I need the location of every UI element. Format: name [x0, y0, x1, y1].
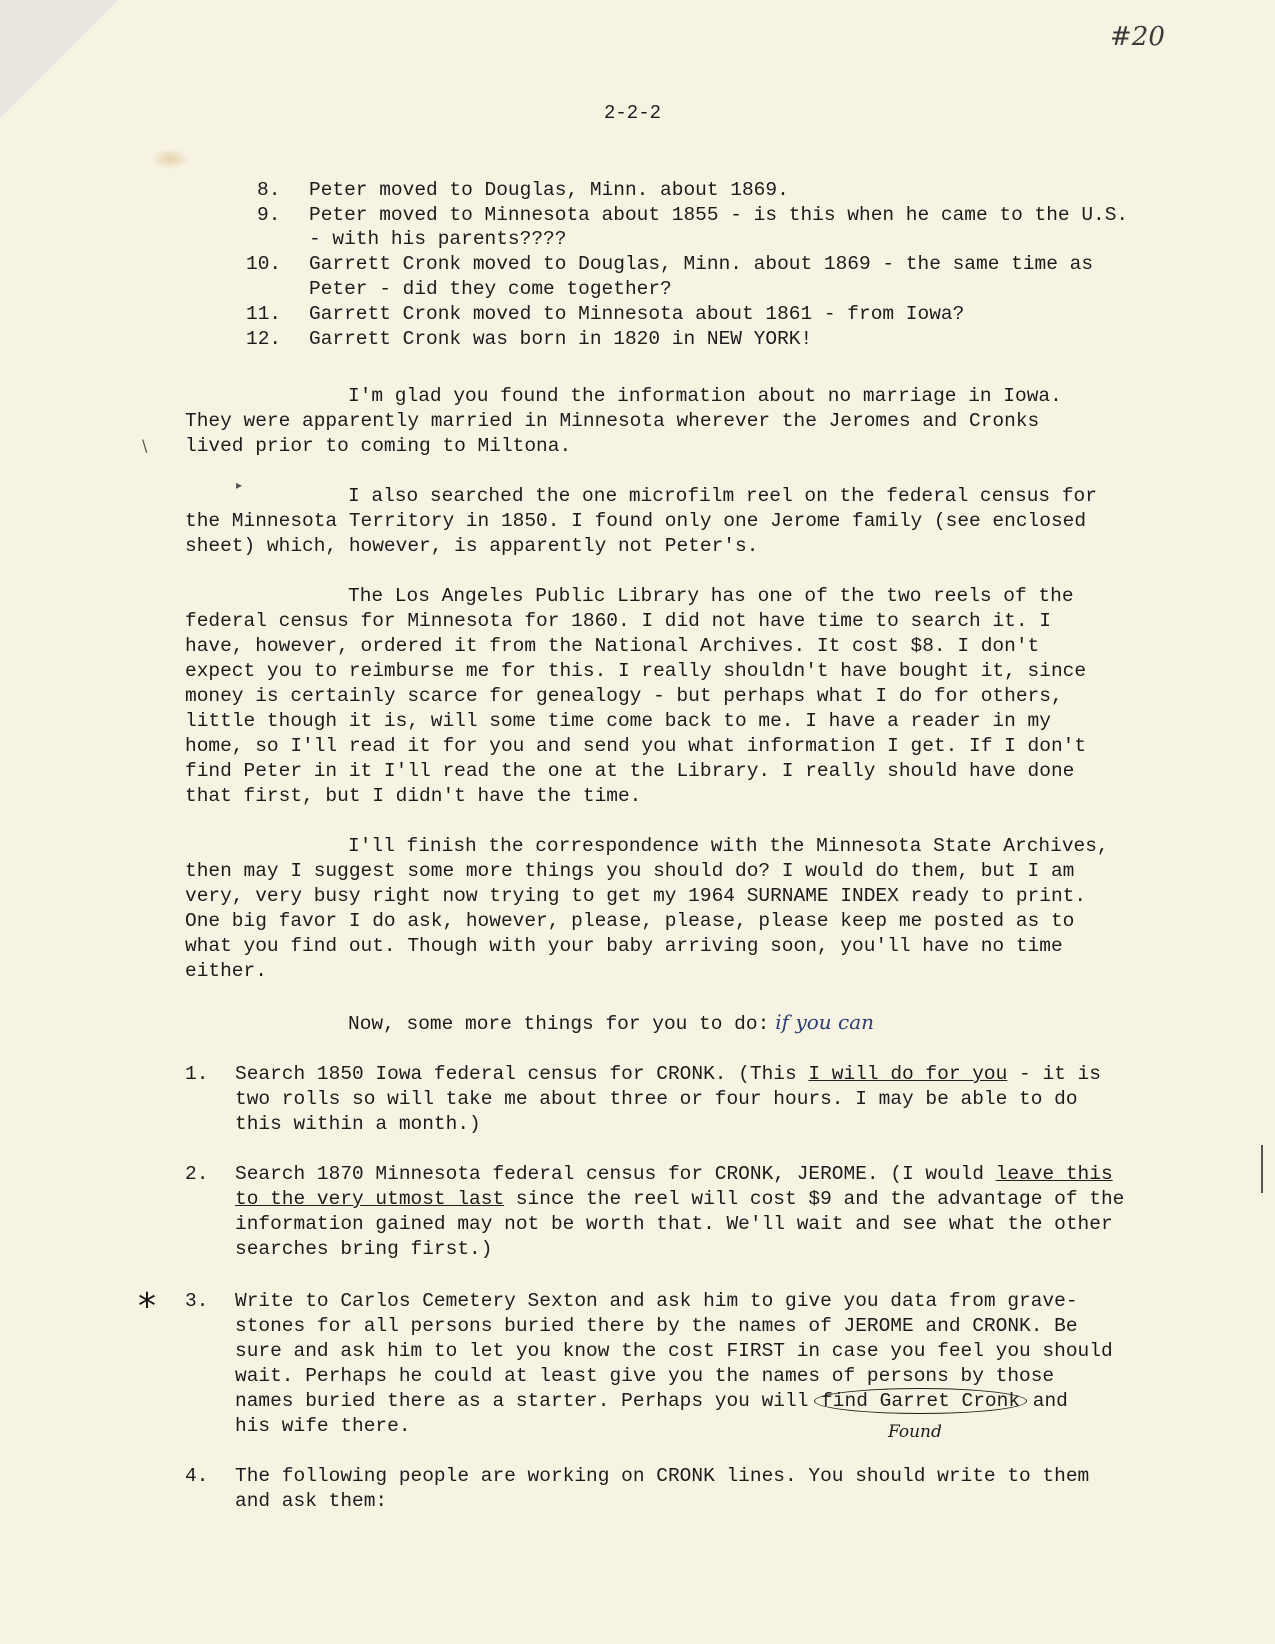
text-run: - it is [1007, 1063, 1101, 1085]
text-run: and [1021, 1390, 1068, 1412]
paragraph-line: then may I suggest some more things you should do? I would do them, but I am [185, 860, 1075, 882]
todo-item-line: information gained may not be worth that. We'll wait and see what the other [235, 1213, 1113, 1235]
list-item-number: 10. [246, 253, 282, 275]
paragraph-line: very, very busy right now trying to get my 1964 SURNAME INDEX ready to print. [185, 885, 1087, 907]
todo-item-line [235, 1062, 1101, 1086]
handwritten-page-number: #20 [1110, 22, 1165, 52]
paragraph-line: lived prior to coming to Miltona. [185, 435, 572, 457]
paragraph-line: either. [185, 960, 267, 982]
todo-item-line: sure and ask him to let you know the cost FIRST in case you feel you should [235, 1340, 1113, 1362]
list-item-text: Peter moved to Douglas, Minn. about 1869. [309, 179, 789, 201]
paragraph-line: federal census for Minnesota for 1860. I did not have time to search it. I [185, 610, 1051, 632]
list-item-text: Garrett Cronk moved to Minnesota about 1861 - from Iowa? [309, 303, 965, 325]
paragraph-line: They were apparently married in Minnesota wherever the Jeromes and Cronks [185, 410, 1040, 432]
paragraph-line: have, however, ordered it from the National Archives. It cost $8. I don't [185, 635, 1040, 657]
paragraph-line: that first, but I didn't have the time. [185, 785, 642, 807]
todo-item-line [235, 1162, 1113, 1186]
page-number: 2-2-2 [604, 102, 662, 124]
handwritten-asterisk: * [138, 1286, 156, 1327]
underlined-text: leave this [995, 1163, 1113, 1185]
margin-tick-mark: \ [142, 436, 148, 455]
todo-item-line [235, 1187, 1124, 1211]
todo-item-number: 3. [185, 1290, 209, 1312]
paragraph-line: find Peter in it I'll read the one at the Library. I really should have done [185, 760, 1075, 782]
list-item-number: 12. [246, 328, 282, 350]
todo-item-number: 2. [185, 1163, 209, 1185]
circled-text: find Garret Cronk [814, 1388, 1027, 1414]
list-item-number: 8. [257, 179, 281, 201]
text-run: Search 1850 Iowa federal census for CRONK. (This [235, 1063, 809, 1085]
todo-item-line: this within a month.) [235, 1113, 481, 1135]
paper-stain [150, 148, 190, 170]
todo-item-line: his wife there. [235, 1415, 411, 1437]
list-item-text: - with his parents???? [309, 228, 567, 250]
folded-corner [0, 0, 118, 118]
todo-item-line: searches bring first.) [235, 1238, 493, 1260]
todo-item-line: stones for all persons buried there by the names of JEROME and CRONK. Be [235, 1315, 1078, 1337]
paragraph-line: The Los Angeles Public Library has one of the two reels of the [348, 585, 1074, 607]
edge-mark [1261, 1145, 1263, 1193]
paragraph-line: what you find out. Though with your baby arriving soon, you'll have no time [185, 935, 1063, 957]
handwritten-found-note: Found [888, 1422, 942, 1442]
handwritten-if-you-can: if you can [775, 1010, 875, 1034]
text-run: wait. Perhaps he could at least give you the names of persons by those [235, 1365, 1055, 1387]
todo-item-line: The following people are working on CRONK lines. You should write to them [235, 1465, 1090, 1487]
paragraph-line: I also searched the one microfilm reel on the federal census for [348, 485, 1097, 507]
list-item-number: 11. [246, 303, 282, 325]
paragraph-line: sheet) which, however, is apparently not Peter's. [185, 535, 759, 557]
text-run: names buried there as a starter. Perhaps you will [235, 1390, 821, 1412]
underlined-text: I will do for you [808, 1063, 1008, 1085]
todo-item-line [235, 1389, 1068, 1413]
paragraph-line: One big favor I do ask, however, please, please, please keep me posted as to [185, 910, 1075, 932]
list-item-text: Garrett Cronk was born in 1820 in NEW YORK! [309, 328, 813, 350]
todo-item-line: Write to Carlos Cemetery Sexton and ask him to give you data from grave- [235, 1290, 1078, 1312]
paragraph-line: money is certainly scarce for genealogy - but perhaps what I do for others, [185, 685, 1063, 707]
paragraph-line: home, so I'll read it for you and send you what information I get. If I don't [185, 735, 1087, 757]
paragraph-line: I'm glad you found the information about no marriage in Iowa. [348, 385, 1062, 407]
margin-dot-mark: ▸ [236, 478, 243, 492]
underlined-text: to the very utmost last [235, 1188, 505, 1210]
todo-item-line: two rolls so will take me about three or four hours. I may be able to do [235, 1088, 1078, 1110]
paragraph-line: expect you to reimburse me for this. I really shouldn't have bought it, since [185, 660, 1087, 682]
paragraph-line: little though it is, will some time come back to me. I have a reader in my [185, 710, 1051, 732]
todo-item-number: 4. [185, 1465, 209, 1487]
todo-item-line: and ask them: [235, 1490, 388, 1512]
list-item-number: 9. [257, 204, 281, 226]
paragraph-line: the Minnesota Territory in 1850. I found only one Jerome family (see enclosed [185, 510, 1087, 532]
todo-item-line [235, 1364, 1054, 1388]
now-line [348, 1010, 874, 1036]
list-item-text: Peter moved to Minnesota about 1855 - is this when he came to the U.S. [309, 204, 1129, 226]
paragraph-line: I'll finish the correspondence with the Minnesota State Archives, [348, 835, 1109, 857]
text-run: since the reel will cost $9 and the advantage of the [504, 1188, 1125, 1210]
list-item-text: Peter - did they come together? [309, 278, 672, 300]
todo-item-number: 1. [185, 1063, 209, 1085]
text-run: Search 1870 Minnesota federal census for CRONK, JEROME. (I would [235, 1163, 996, 1185]
now-line-typed: Now, some more things for you to do: [348, 1013, 770, 1035]
list-item-text: Garrett Cronk moved to Douglas, Minn. about 1869 - the same time as [309, 253, 1094, 275]
